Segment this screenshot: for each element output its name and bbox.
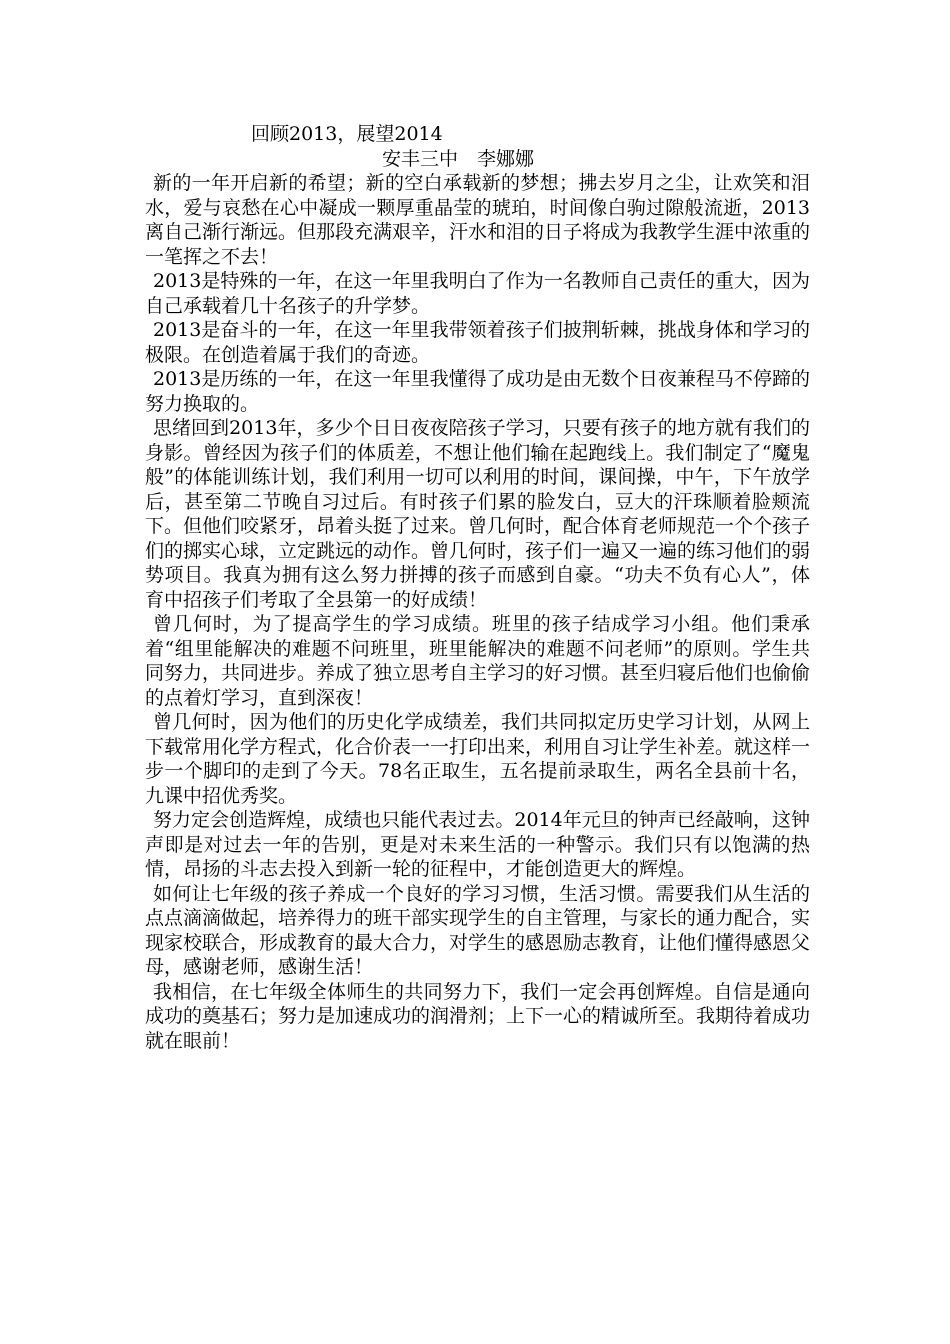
paragraph-9: 如何让七年级的孩子养成一个良好的学习习惯，生活习惯。需要我们从生活的点点滴滴做起，培养得力的班干部实现学生的自主管理，与家长的通力配合，实现家校联合，形成教育的最大合力，对学生的感恩励志教育，让他们懂得感恩父母，感谢老师，感谢生活！ xyxy=(145,882,811,978)
paragraph-5: 思绪回到2013年，多少个日日夜夜陪孩子学习，只要有孩子的地方就有我们的身影。曾经因为孩子们的体质差，不想让他们输在起跑线上。我们制定了“魔鬼般”的体能训练计划，我们利用一切可以利用的时间，课间操，中午，下午放学后，甚至第二节晚自习过后。有时孩子们累的脸发白，豆大的汗珠顺着脸颊流下。但他们咬紧牙，昂着头挺了过来。曾几何时，配合体育老师规范一个个孩子们的掷实心球，立定跳远的动作。曾几何时，孩子们一遍又一遍的练习他们的弱势项目。我真为拥有这么努力拼搏的孩子而感到自豪。“功夫不负有心人”，体育中招孩子们考取了全县第一的好成绩！ xyxy=(145,417,811,611)
paragraph-2: 2013是特殊的一年，在这一年里我明白了作为一名教师自己责任的重大，因为自己承载着几十名孩子的升学梦。 xyxy=(145,270,810,317)
document-author: 安丰三中 李娜娜 xyxy=(382,147,535,170)
paragraph-8: 努力定会创造辉煌，成绩也只能代表过去。2014年元旦的钟声已经敲响，这钟声即是对过去一年的告别，更是对未来生活的一种警示。我们只有以饱满的热情，昂扬的斗志去投入到新一轮的征程中，才能创造更大的辉煌。 xyxy=(145,809,810,880)
document-body xyxy=(145,122,810,1053)
paragraph-6: 曾几何时，为了提高学生的学习成绩。班里的孩子结成学习小组。他们秉承着“组里能解决的难题不问班里，班里能解决的难题不问老师”的原则。学生共同努力，共同进步。养成了独立思考自主学习的好习惯。甚至归寝后他们也偷偷的点着灯学习，直到深夜！ xyxy=(145,613,811,709)
document-title: 回顾2013，展望2014 xyxy=(251,123,443,145)
paragraph-7: 曾几何时，因为他们的历史化学成绩差，我们共同拟定历史学习计划，从网上下载常用化学方程式，化合价表一一打印出来，利用自习让学生补差。就这样一步一个脚印的走到了今天。78名正取生，五名提前录取生，两名全县前十名，九课中招优秀奖。 xyxy=(145,711,811,807)
paragraph-4: 2013是历练的一年，在这一年里我懂得了成功是由无数个日夜兼程马不停蹄的努力换取的。 xyxy=(145,368,810,415)
paragraph-3: 2013是奋斗的一年，在这一年里我带领着孩子们披荆斩棘，挑战身体和学习的极限。在创造着属于我们的奇迹。 xyxy=(145,319,810,366)
paragraph-1: 新的一年开启新的希望；新的空白承载新的梦想；拂去岁月之尘，让欢笑和泪水，爱与哀愁在心中凝成一颗厚重晶莹的琥珀，时间像白驹过隙般流逝，2013离自己渐行渐远。但那段充满艰辛，汗水和泪的日子将成为我教学生涯中浓重的一笔挥之不去！ xyxy=(145,172,811,268)
paragraph-10: 我相信，在七年级全体师生的共同努力下，我们一定会再创辉煌。自信是通向成功的奠基石；努力是加速成功的润滑剂；上下一心的精诚所至。我期待着成功就在眼前！ xyxy=(145,980,811,1052)
